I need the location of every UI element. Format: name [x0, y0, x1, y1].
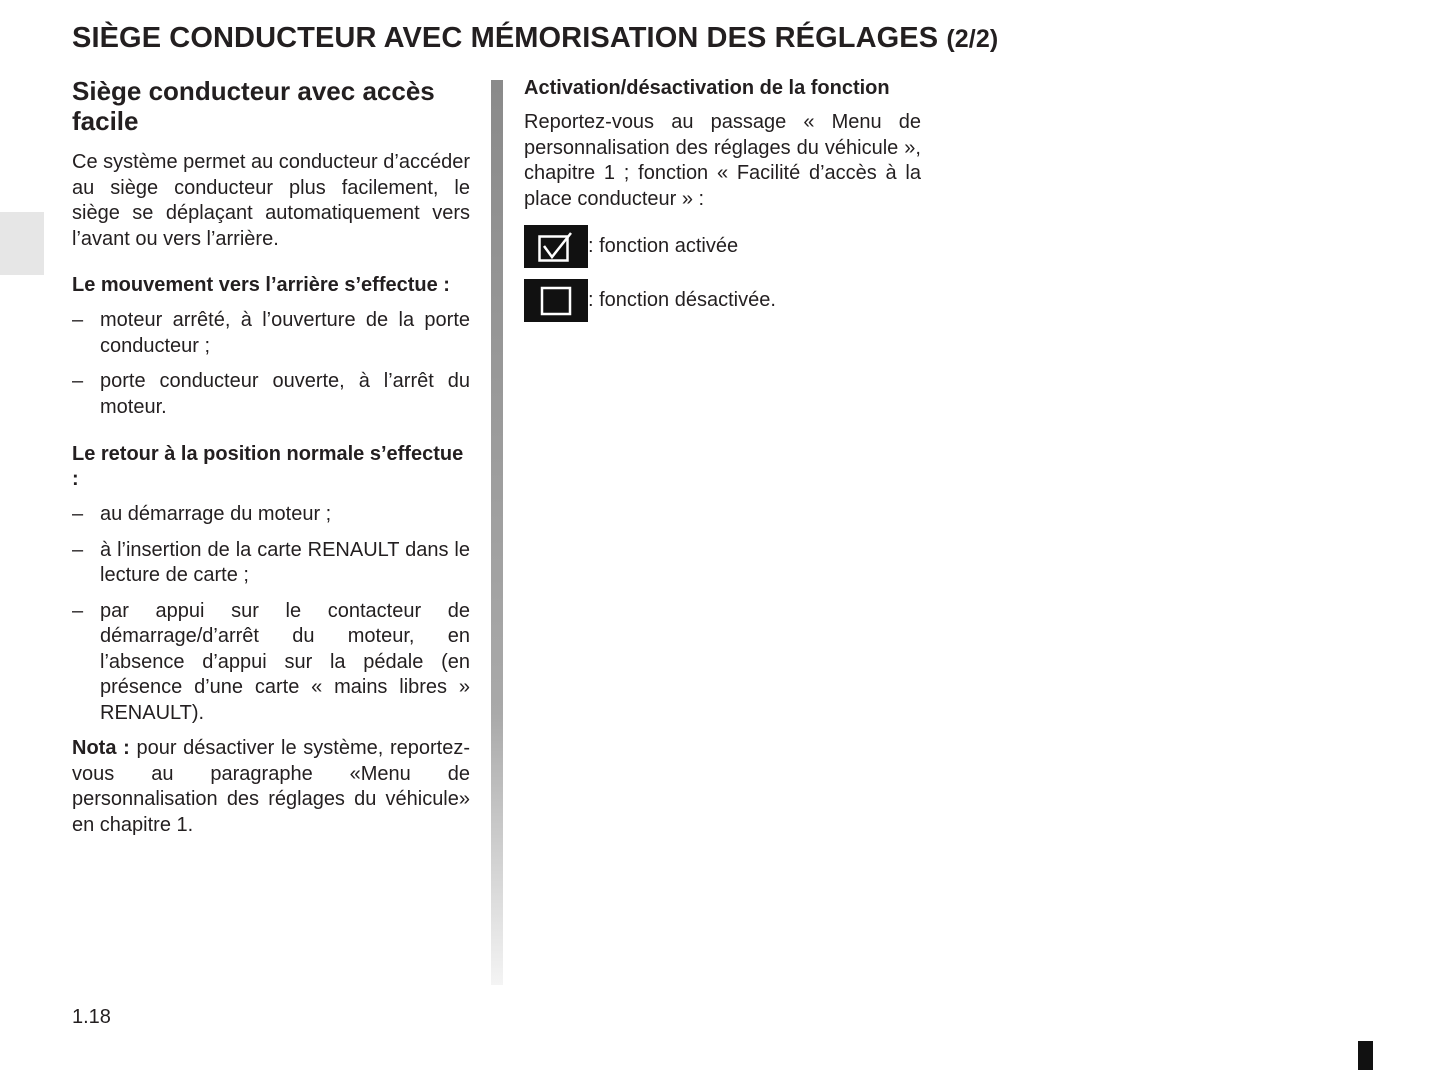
return-position-list [72, 502, 470, 726]
activation-heading: Activation/désactivation de la fonction [524, 77, 890, 99]
activated-row [524, 225, 921, 268]
right-column [524, 76, 921, 322]
dash-bullet: – [72, 503, 84, 525]
backward-movement-list [72, 308, 470, 420]
nota-label: Nota : [72, 737, 130, 759]
dash-bullet: – [72, 538, 84, 561]
page-title-text: SIÈGE CONDUCTEUR AVEC MÉMORISATION DES RÉGLAGES [72, 22, 939, 54]
dash-bullet: – [72, 309, 84, 331]
deactivated-label: : fonction désactivée. [588, 289, 776, 311]
activated-label: : fonction activée [588, 235, 739, 257]
list-item-text: porte conducteur ouverte, à l’arrêt du moteur. [100, 370, 470, 418]
list-item-text: au démarrage du moteur ; [100, 503, 332, 525]
page-title-part: (2/2) [946, 25, 999, 53]
empty-checkbox-icon [524, 279, 588, 322]
list-item [72, 502, 470, 528]
left-column [72, 76, 470, 838]
deactivated-row [524, 279, 921, 322]
list-item [72, 369, 470, 420]
checked-checkbox-icon [524, 225, 588, 268]
page-title [72, 22, 998, 55]
nota-paragraph [72, 736, 470, 838]
backward-movement-heading: Le mouvement vers l’arrière s’effectue : [72, 274, 450, 296]
chapter-tab-marker [0, 212, 44, 275]
column-divider [491, 80, 503, 985]
dash-bullet: – [72, 370, 84, 392]
intro-paragraph: Ce système permet au conducteur d’accéder au siège conducteur plus facilement, le siège se déplaçant automatiquement vers l’avant ou vers l’arrière. [72, 151, 470, 250]
dash-bullet: – [72, 599, 84, 622]
list-item-text: par appui sur le contacteur de démarrage/d’arrêt du moteur, en l’absence d’appui sur la pédale (en présence d’une carte « mains libres » RENAULT). [100, 599, 470, 724]
list-item [72, 308, 470, 359]
return-position-heading: Le retour à la position normale s’effectue : [72, 443, 464, 490]
list-item [72, 538, 470, 589]
list-item [72, 599, 470, 727]
list-item-text: moteur arrêté, à l’ouverture de la porte conducteur ; [100, 309, 470, 357]
nota-text: pour désactiver le système, reportez-vous au paragraphe «Menu de personnalisation des réglages du véhicule» en chapitre 1. [72, 737, 470, 836]
page-number: 1.18 [72, 1006, 111, 1028]
activation-paragraph: Reportez-vous au passage « Menu de personnalisation des réglages du véhicule », chapitre 1 ; fonction « Facilité d’accès à la place conducteur » : [524, 111, 921, 210]
corner-mark [1358, 1041, 1373, 1070]
list-item-text: à l’insertion de la carte RENAULT dans le lecture de carte ; [100, 538, 470, 586]
section-heading-easy-access: Siège conducteur avec accès facile [72, 76, 435, 136]
